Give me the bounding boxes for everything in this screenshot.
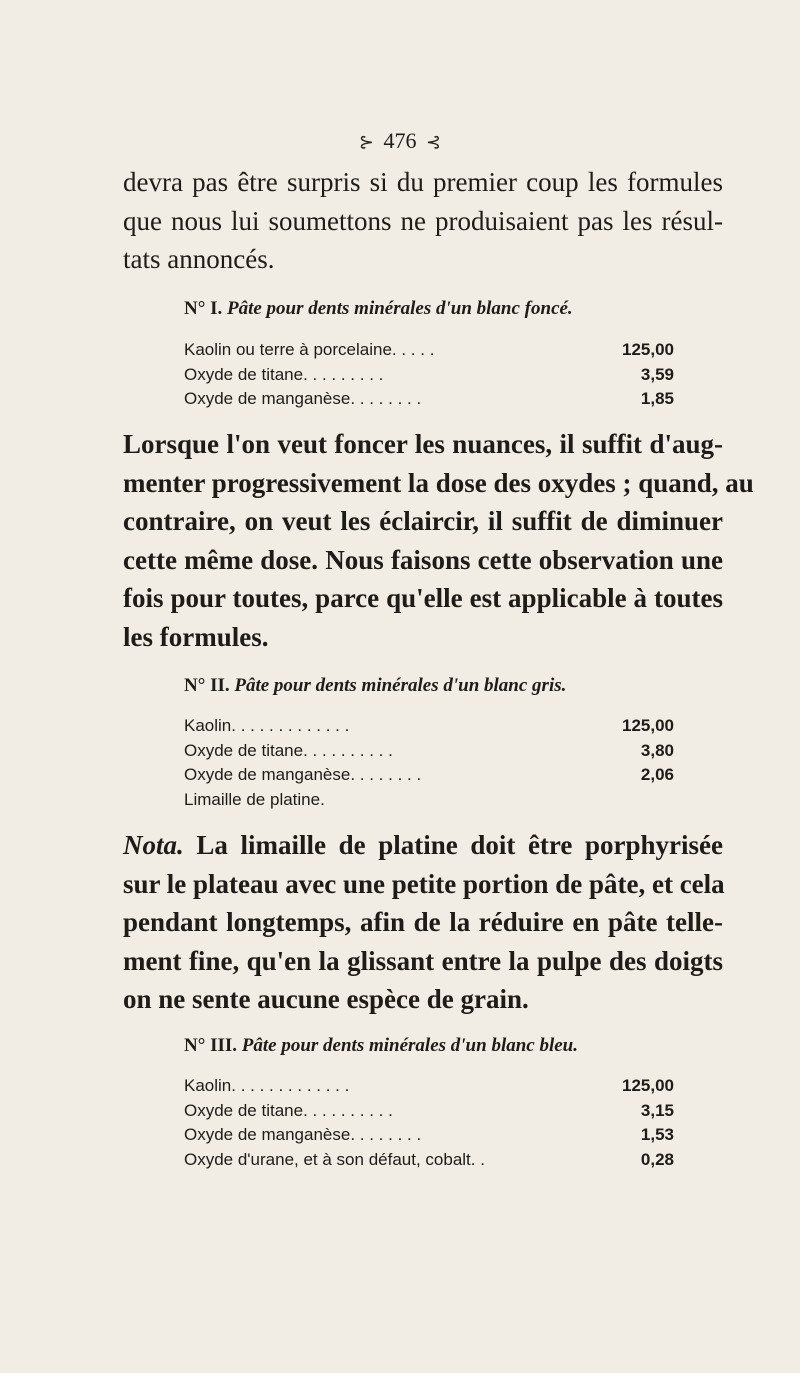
nota-label: Nota.: [123, 830, 184, 860]
text-line: devra pas être surpris si du premier coup les formules: [123, 167, 723, 197]
ingredient-name: Kaolin ou terre à porcelaine. . . . .: [184, 340, 435, 359]
left-ornament-icon: ⊱: [358, 132, 374, 152]
text-line: Lorsque l'on veut foncer les nuances, il suffit d'aug-: [123, 429, 723, 459]
ingredient-row: [184, 1074, 674, 1099]
recipe-heading: Pâte pour dents minérales d'un blanc bleu.: [241, 1035, 578, 1056]
text-line: contraire, on veut les éclaircir, il suffit de diminuer: [123, 506, 723, 536]
ingredient-amount: 1,53: [640, 1125, 674, 1144]
observation-paragraph: [123, 425, 754, 656]
ingredient-amount: 1,85: [640, 389, 674, 408]
text-line: sur le plateau avec une petite portion de pâte, et cela: [123, 868, 725, 899]
text-line: cette même dose. Nous faisons cette observation une: [123, 544, 723, 575]
text-line: on ne sente aucune espèce de grain.: [123, 984, 529, 1014]
recipe-number: N° III.: [184, 1035, 238, 1056]
ingredient-row: [184, 363, 674, 388]
text-line: tats annoncés.: [123, 244, 275, 274]
ingredient-name: Oxyde de manganèse. . . . . . . .: [184, 1125, 422, 1144]
intro-paragraph: [123, 163, 723, 279]
text-line: les formules.: [123, 621, 269, 652]
ingredient-name: Limaille de platine.: [184, 789, 325, 809]
text-line: que nous lui soumettons ne produisaient pas les résul-: [123, 205, 723, 236]
ingredient-name: Kaolin. . . . . . . . . . . . .: [184, 1076, 350, 1095]
ingredient-amount: 2,06: [640, 765, 674, 784]
ingredient-name: Oxyde de titane. . . . . . . . . .: [184, 740, 393, 760]
ingredient-amount: 125,00: [622, 716, 674, 735]
ingredient-name: Oxyde de titane. . . . . . . . .: [184, 364, 384, 384]
ingredient-amount: 3,15: [640, 1100, 674, 1120]
recipe-2-title: [184, 674, 704, 698]
right-ornament-icon: ⊰: [426, 132, 442, 152]
recipe-number: N° I.: [184, 298, 223, 319]
ingredient-name: Oxyde d'urane, et à son défaut, cobalt. .: [184, 1149, 485, 1169]
recipe-number: N° II.: [184, 675, 230, 696]
recipe-heading: Pâte pour dents minérales d'un blanc foncé.: [226, 298, 573, 319]
page-number: 476: [383, 128, 417, 153]
ingredient-name: Oxyde de titane. . . . . . . . . .: [184, 1100, 393, 1120]
recipe-3-table: [184, 1074, 674, 1172]
ingredient-row: [184, 788, 674, 813]
ingredient-amount: 125,00: [622, 340, 674, 359]
recipe-heading: Pâte pour dents minérales d'un blanc gris.: [234, 675, 567, 696]
ingredient-row: [184, 338, 674, 363]
recipe-2-table: [184, 714, 674, 812]
ingredient-name: Oxyde de manganèse. . . . . . . .: [184, 765, 422, 784]
ingredient-amount: 125,00: [622, 1076, 674, 1095]
ingredient-name: Kaolin. . . . . . . . . . . . .: [184, 716, 350, 735]
ingredient-amount: 3,59: [640, 364, 674, 384]
ingredient-row: [184, 739, 674, 764]
nota-first-line: La limaille de platine doit être porphyrisée: [196, 830, 724, 860]
ingredient-row: [184, 1123, 674, 1148]
text-line: fois pour toutes, parce qu'elle est applicable à toutes: [123, 583, 723, 613]
ingredient-row: [184, 1148, 674, 1173]
ingredient-amount: 0,28: [640, 1149, 674, 1169]
text-line: ment fine, qu'en la glissant entre la pulpe des doigts: [123, 945, 723, 976]
ingredient-row: [184, 714, 674, 739]
recipe-3-title: [184, 1034, 704, 1058]
ingredient-name: Oxyde de manganèse. . . . . . . .: [184, 389, 422, 408]
ingredient-row: [184, 1099, 674, 1124]
ingredient-amount: 3,80: [640, 740, 674, 760]
text-line: pendant longtemps, afin de la réduire en pâte telle-: [123, 907, 723, 937]
recipe-1-table: [184, 338, 674, 412]
page-header: [0, 128, 800, 155]
recipe-1-title: [184, 297, 704, 321]
nota-paragraph: [123, 826, 723, 1019]
ingredient-row: [184, 387, 674, 412]
ingredient-row: [184, 763, 674, 788]
text-line: [123, 826, 723, 865]
text-line: menter progressivement la dose des oxydes ; quand, au: [123, 467, 754, 498]
